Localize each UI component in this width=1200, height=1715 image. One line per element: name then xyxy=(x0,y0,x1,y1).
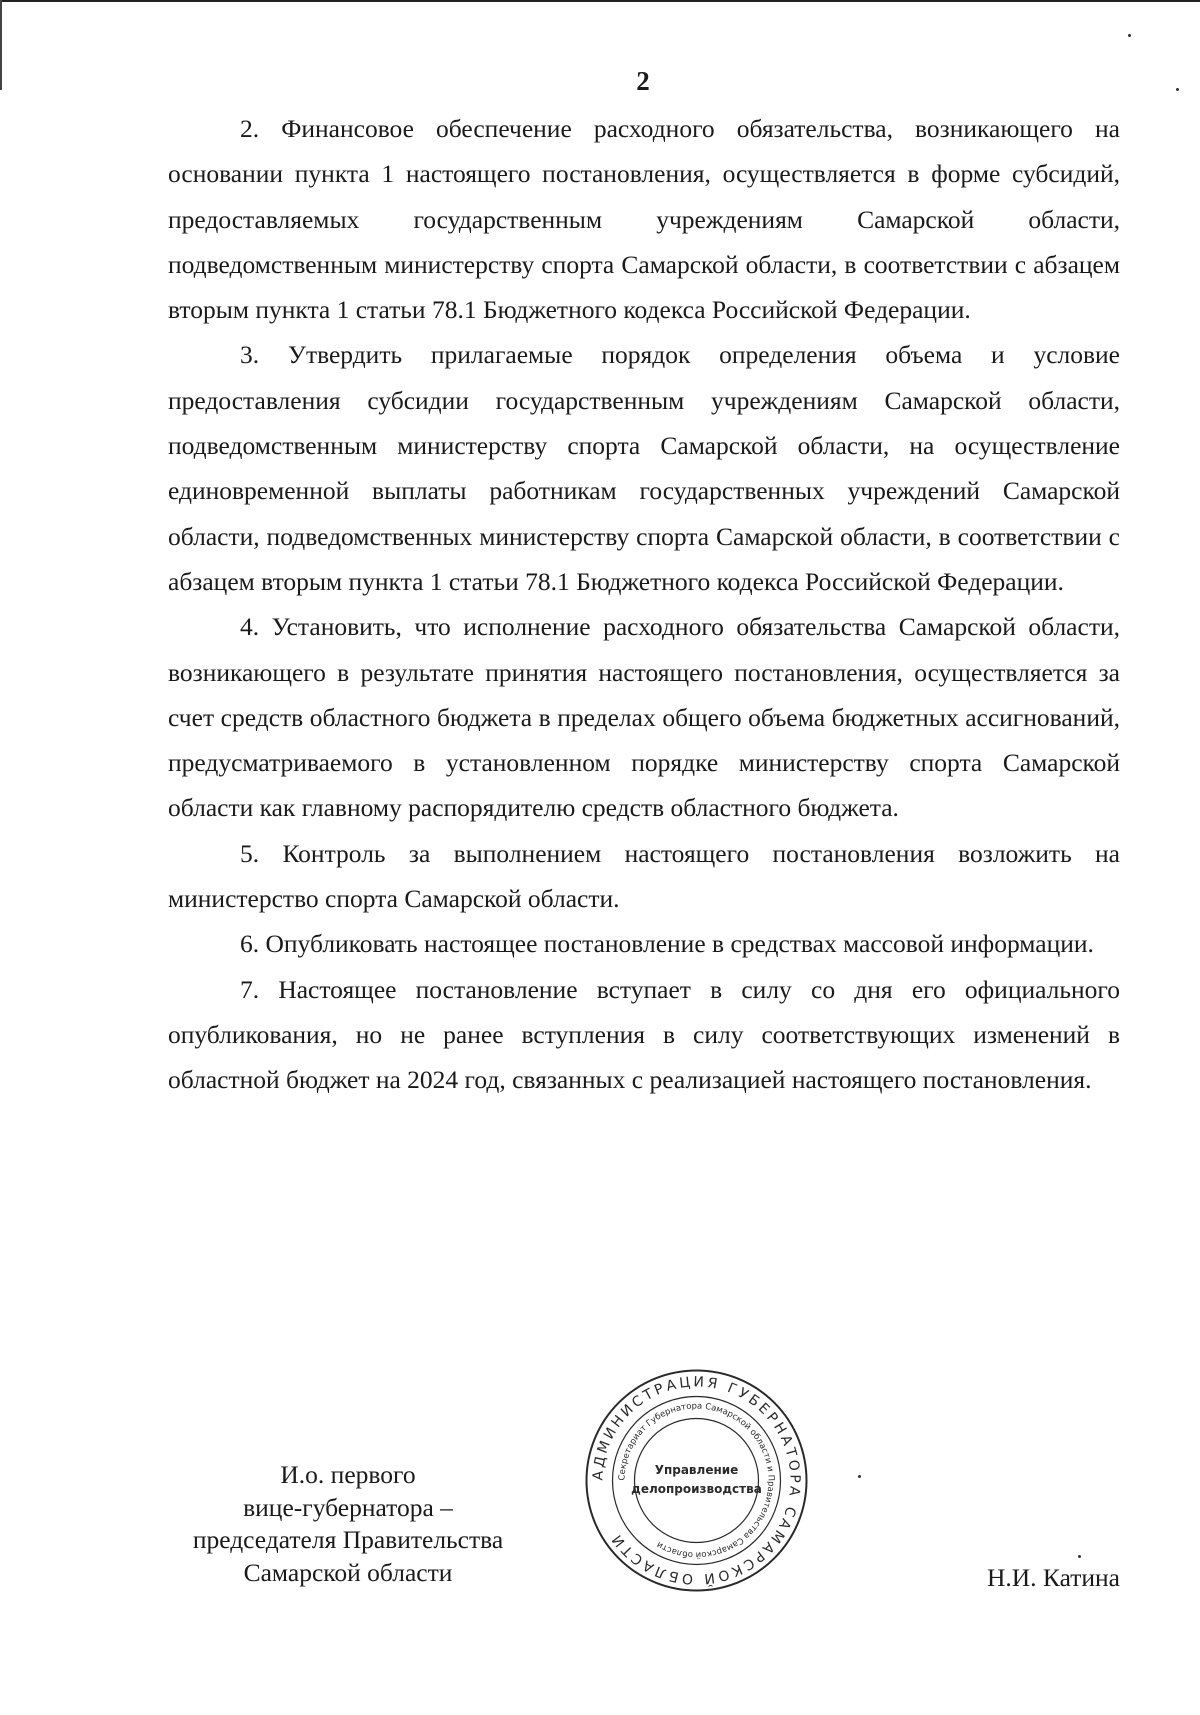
official-stamp xyxy=(584,1368,809,1593)
scan-speck xyxy=(1128,34,1131,37)
signer-title xyxy=(168,1459,528,1589)
signer-title-line: председателя Правительства xyxy=(192,1525,504,1554)
signer-title-line: вице-губернатора – xyxy=(243,1492,453,1522)
paragraph-6: 6. Опубликовать настоящее постановление в средствах массовой информации. xyxy=(240,929,1094,959)
scan-speck xyxy=(1176,88,1179,91)
stamp-center-line-2: делопроизводства xyxy=(631,1482,762,1496)
stamp-inner-ring xyxy=(635,1419,759,1543)
paragraph-3: 3. Утвердить прилагаемые порядок определения объема и условие предоставления субсидии государственным учреждениям Самарской области, подведомственным министерству спорта Самарской области, на осуществление единовременной выплаты работникам государственных учреждений Самарской области, подведомственных министерству спорта Самарской области, в соответствии с абзацем вторым пункта 1 статьи 78.1 Бюджетного кодекса Российской Федерации. xyxy=(168,340,1120,596)
paragraph-2: 2. Финансовое обеспечение расходного обязательства, возникающего на основании пункта 1 настоящего постановления, осуществляется в форме субсидий, предоставляемых государственным учреждениям Самарской области, подведомственным министерству спорта Самарской области, в соответствии с абзацем вторым пункта 1 статьи 78.1 Бюджетного кодекса Российской Федерации. xyxy=(168,114,1120,325)
signer-title-line: И.о. первого xyxy=(280,1460,416,1489)
scan-speck xyxy=(858,1475,861,1478)
scan-speck xyxy=(1078,1555,1081,1558)
signer-name: Н.И. Катина xyxy=(986,1563,1120,1592)
page-number: 2 xyxy=(636,66,650,96)
paragraph-7: 7. Настоящее постановление вступает в силу со дня его официального опубликования, но не ранее вступления в силу соответствующих изменений в областной бюджет на 2024 год, связанных с реализацией настоящего постановления. xyxy=(168,974,1120,1095)
signer-title-line: Самарской области xyxy=(243,1557,453,1587)
stamp-middle-ring xyxy=(613,1397,781,1565)
paragraph-4: 4. Установить, что исполнение расходного обязательства Самарской области, возникающего в результате принятия настоящего постановления, осуществляется за счет средств областного бюджета в пределах общего объема бюджетных ассигнований, предусматриваемого в установленном порядке министерству спорта Самарской области как главному распорядителю средств областного бюджета. xyxy=(168,612,1120,823)
document-body xyxy=(168,106,1120,1103)
stamp-outer-text: АДМИНИСТРАЦИЯ ГУБЕРНАТОРА САМАРСКОЙ ОБЛАСТИ xyxy=(590,1374,803,1587)
stamp-middle-text: Секретариат Губернатора Самарской области и Правительства Самарской области xyxy=(617,1401,776,1560)
scan-top-edge xyxy=(0,0,1200,2)
paragraph-5: 5. Контроль за выполнением настоящего постановления возложить на министерство спорта Самарской области. xyxy=(168,838,1120,914)
stamp-center-line-1: Управление xyxy=(654,1463,739,1477)
